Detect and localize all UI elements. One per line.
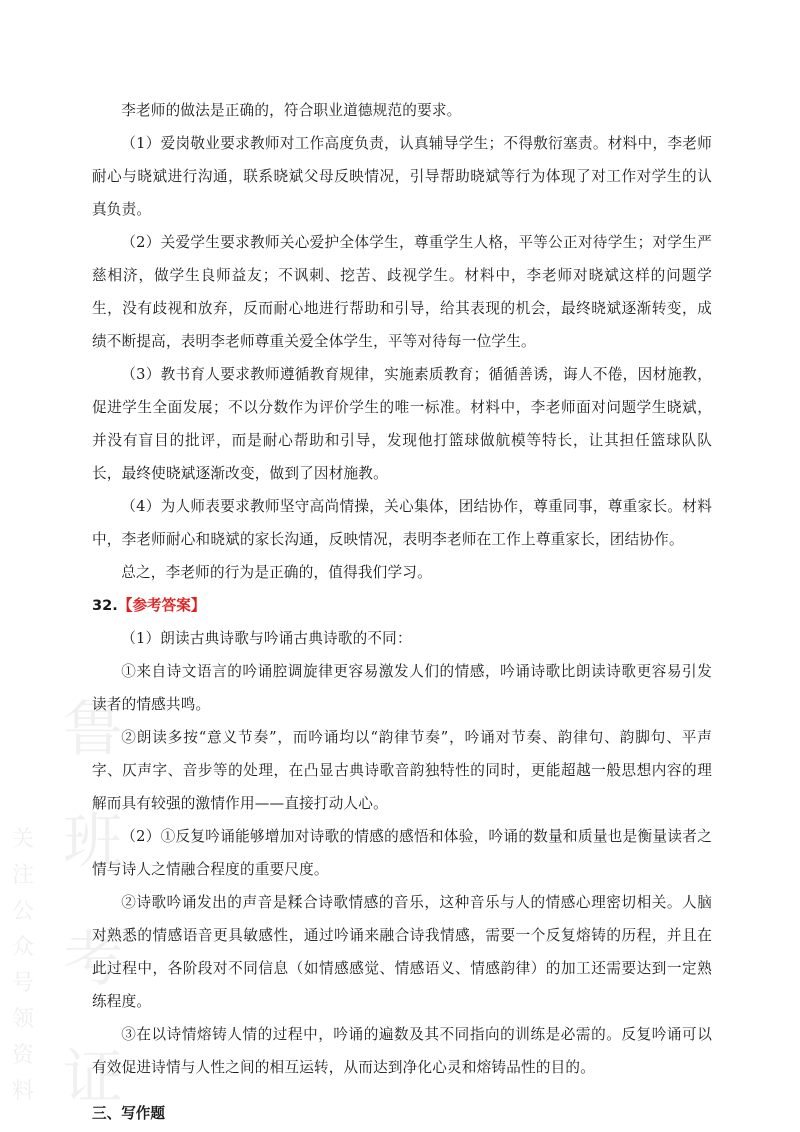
paragraph: 李老师的做法是正确的，符合职业道德规范的要求。 bbox=[121, 102, 462, 119]
paragraph: （3）教书育人要求教师遵循教育规律，实施素质教育；循循善诱，诲人不倦，因材施教，促进学生全面发展；不以分数作为评价学生的唯一标准。材料中，李老师面对问题学生晓斌，并没有盲目的批评，而是耐心帮助和引导，发现他打篮球做航模等特长，让其担任篮球队队长，最终使晓斌逐渐改变，做到了因材施教。 bbox=[92, 366, 712, 482]
answer-tag: 【参考答案】 bbox=[117, 597, 206, 614]
document-body bbox=[92, 94, 712, 1130]
watermark-side-char: 号 bbox=[11, 971, 34, 996]
section-title: 三、写作题 bbox=[92, 1105, 165, 1122]
paragraph: ②朗读多按“意义节奏”，而吟诵均以“韵律节奏”，吟诵对节奏、韵律句、韵脚句、平声字、仄声字、音步等的处理，在凸显古典诗歌音韵独特性的同时，更能超越一般思想内容的理解而具有较强的激情作用——直接打动人心。 bbox=[92, 729, 712, 812]
paragraph: （1）爱岗敬业要求教师对工作高度负责，认真辅导学生；不得敷衍塞责。材料中，李老师耐心与晓斌进行沟通，联系晓斌父母反映情况，引导帮助晓斌等行为体现了对工作对学生的认真负责。 bbox=[92, 135, 712, 218]
watermark-side-char: 众 bbox=[11, 935, 34, 960]
watermark-side-text bbox=[10, 822, 36, 1110]
question-32-heading bbox=[92, 589, 712, 622]
watermark-side-char: 关 bbox=[11, 827, 34, 852]
paragraph: 总之，李老师的行为是正确的，值得我们学习。 bbox=[121, 564, 432, 581]
paragraph: （2）关爱学生要求教师关心爱护全体学生，尊重学生人格，平等公正对待学生；对学生严慈相济，做学生良师益友；不讽刺、挖苦、歧视学生。材料中，李老师对晓斌这样的问题学生，没有歧视和放弃，反而耐心地进行帮助和引导，给其表现的机会，最终晓斌逐渐转变，成绩不断提高，表明李老师尊重关爱全体学生，平等对待每一位学生。 bbox=[92, 234, 712, 350]
watermark-side-char: 公 bbox=[11, 899, 34, 924]
watermark-side-char: 领 bbox=[11, 1007, 34, 1032]
watermark-side-char: 注 bbox=[11, 863, 34, 888]
paragraph: ①来自诗文语言的吟诵腔调旋律更容易激发人们的情感，吟诵诗歌比朗读诗歌更容易引发读者的情感共鸣。 bbox=[92, 663, 712, 713]
paragraph: （1）朗读古典诗歌与吟诵古典诗歌的不同： bbox=[121, 630, 412, 647]
watermark-side-char: 资 bbox=[11, 1043, 34, 1068]
paragraph: ②诗歌吟诵发出的声音是糅合诗歌情感的音乐，这种音乐与人的情感心理密切相关。人脑对熟悉的情感语音更具敏感性，通过吟诵来融合诗我情感，需要一个反复熔铸的历程，并且在此过程中，各阶段对不同信息（如情感感觉、情感语义、情感韵律）的加工还需要达到一定熟练程度。 bbox=[92, 894, 712, 1010]
question-number: 32. bbox=[92, 597, 118, 614]
paragraph: （2）①反复吟诵能够增加对诗歌的情感的感悟和体验，吟诵的数量和质量也是衡量读者之情与诗人之情融合程度的重要尺度。 bbox=[92, 828, 712, 878]
watermark-char: 考 bbox=[63, 925, 123, 995]
watermark-char: 鲁 bbox=[63, 695, 123, 765]
watermark-side-char: 料 bbox=[11, 1079, 34, 1104]
watermark-char: 证 bbox=[63, 1043, 123, 1113]
paragraph: ③在以诗情熔铸人情的过程中，吟诵的遍数及其不同指向的训练是必需的。反复吟诵可以有效促进诗情与人性之间的相互运转，从而达到净化心灵和熔铸品性的目的。 bbox=[92, 1026, 712, 1076]
paragraph: （4）为人师表要求教师坚守高尚情操，关心集体，团结协作，尊重同事，尊重家长。材料中，李老师耐心和晓斌的家长沟通，反映情况，表明李老师在工作上尊重家长，团结协作。 bbox=[92, 498, 712, 548]
watermark-char: 班 bbox=[63, 807, 123, 877]
